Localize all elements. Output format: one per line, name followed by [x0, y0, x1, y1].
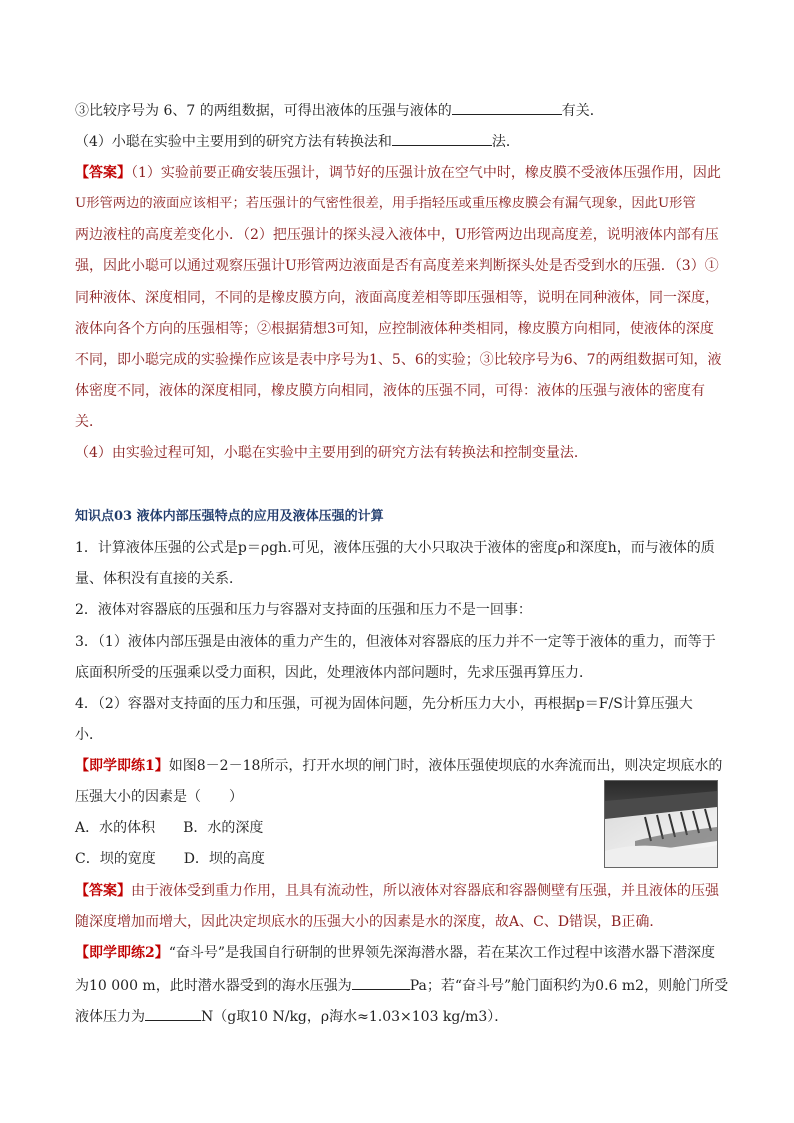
answer-line-6: 液体向各个方向的压强相等；②根据猜想3可知，应控制液体种类相同，橡皮膜方向相同，使液体的深度 [75, 321, 714, 337]
answer-line-4: 强，因此小聪可以通过观察压强计U形管两边液面是否有高度差来判断探头处是否受到水的压强．（3）① [75, 258, 719, 274]
question-text: （4）小聪在实验中主要用到的研究方法有转换法和 [75, 134, 392, 150]
answer-tag: 【答案】 [75, 165, 131, 181]
knowledge-line-2: 量、体积没有直接的关系． [75, 571, 243, 587]
knowledge-line-5: 底面积所受的压强乘以受力面积，因此，处理液体内部问题时，先求压强再算压力． [75, 665, 593, 681]
practice-text: 如图8－2－18所示，打开水坝的闸门时，液体压强使坝底的水奔流而出，则决定坝底水的 [168, 758, 723, 774]
knowledge-line-1: 1．计算液体压强的公式是p＝ρgh.可见，液体压强的大小只取决于液体的密度ρ和深度h，而与液体的质 [75, 540, 715, 556]
answer-tag: 【答案】 [75, 883, 131, 899]
answer-blank[interactable] [452, 100, 562, 115]
practice-1-answer-2: 随深度增加而增大，因此决定坝底水的压强大小的因素是水的深度，故A、C、D错误，B正确． [75, 914, 664, 930]
practice-text: N（g取10 N/kg，ρ海水≈1.03×103 kg/m3）． [201, 1009, 509, 1025]
practice-2-stem-3 [75, 1006, 725, 1027]
practice-2-stem [75, 943, 725, 963]
practice-1-options-ab[interactable]: A．水的体积 B．水的深度 [75, 820, 264, 836]
practice-tag: 【即学即练2】 [75, 945, 169, 961]
practice-1-stem [75, 756, 725, 776]
knowledge-line-6: 4．（2）容器对支持面的压力和压强，可视为固体问题，先分析压力大小，再根据p＝F/S计算压强大 [75, 696, 693, 712]
question-text-end: 法． [491, 134, 520, 150]
answer-blank[interactable] [352, 975, 410, 990]
answer-blank[interactable] [392, 131, 492, 146]
practice-text: 为10 000 m，此时潜水器受到的海水压强为 [75, 978, 352, 994]
dam-photo [604, 780, 718, 868]
practice-1-stem-2: 压强大小的因素是（ ） [75, 789, 243, 805]
knowledge-line-3: 2．液体对容器底的压强和压力与容器对支持面的压强和压力不是一回事： [75, 602, 532, 618]
practice-text: 液体压力为 [75, 1009, 145, 1025]
question-text: ③比较序号为 6、7 的两组数据，可得出液体的压强与液体的 [75, 103, 452, 119]
answer-part-4: （4）由实验过程可知，小聪在实验中主要用到的研究方法有转换法和控制变量法． [75, 445, 588, 461]
answer-text: （1）实验前要正确安装压强计，调节好的压强计放在空气中时，橡皮膜不受液体压强作用，因此 [131, 165, 721, 181]
answer-line-8: 体密度不同，液体的深度相同，橡皮膜方向相同，液体的压强不同，可得：液体的压强与液体的密度有 [75, 383, 705, 399]
practice-2-stem-2 [75, 975, 729, 996]
knowledge-line-7: 小． [75, 727, 103, 743]
practice-1-options-cd[interactable]: C．坝的宽度 D．坝的高度 [75, 851, 265, 867]
practice-tag: 【即学即练1】 [75, 758, 169, 774]
practice-text: “奋斗号”是我国自行研制的世界领先深海潜水器，若在某次工作过程中该潜水器下潜深度 [168, 945, 716, 961]
practice-text: Pa；若“奋斗号”舱门面积约为0.6 m2，则舱门所受 [409, 978, 729, 994]
question-3-line [75, 100, 725, 121]
section-heading: 知识点03 液体内部压强特点的应用及液体压强的计算 [75, 509, 384, 524]
knowledge-line-4: 3．（1）液体内部压强是由液体的重力产生的，但液体对容器底的压力并不一定等于液体的重力，而等于 [75, 634, 716, 650]
answer-line-2: U形管两边的液面应该相平；若压强计的气密性很差，用手指轻压或重压橡皮膜会有漏气现象，因此U形管 [75, 196, 696, 211]
answer-line-9: 关． [75, 414, 103, 430]
answer-line-3: 两边液柱的高度差变化小．（2）把压强计的探头浸入液体中，U形管两边出现高度差，说明液体内部有压 [75, 227, 719, 243]
question-4-line [75, 131, 725, 152]
answer-blank[interactable] [145, 1006, 201, 1021]
answer-line-7: 不同，即小聪完成的实验操作应该是表中序号为1、5、6的实验；③比较序号为6、7的两组数据可知，液 [75, 352, 722, 368]
practice-1-answer [75, 881, 725, 901]
question-text-end: 有关． [561, 103, 604, 119]
answer-line-5: 同种液体、深度相同，不同的是橡皮膜方向，液面高度差相等即压强相等，说明在同种液体，同一深度， [75, 290, 719, 306]
answer-line-1 [75, 163, 725, 183]
answer-text: 由于液体受到重力作用，且具有流动性，所以液体对容器底和容器侧壁有压强，并且液体的压强 [131, 883, 719, 899]
